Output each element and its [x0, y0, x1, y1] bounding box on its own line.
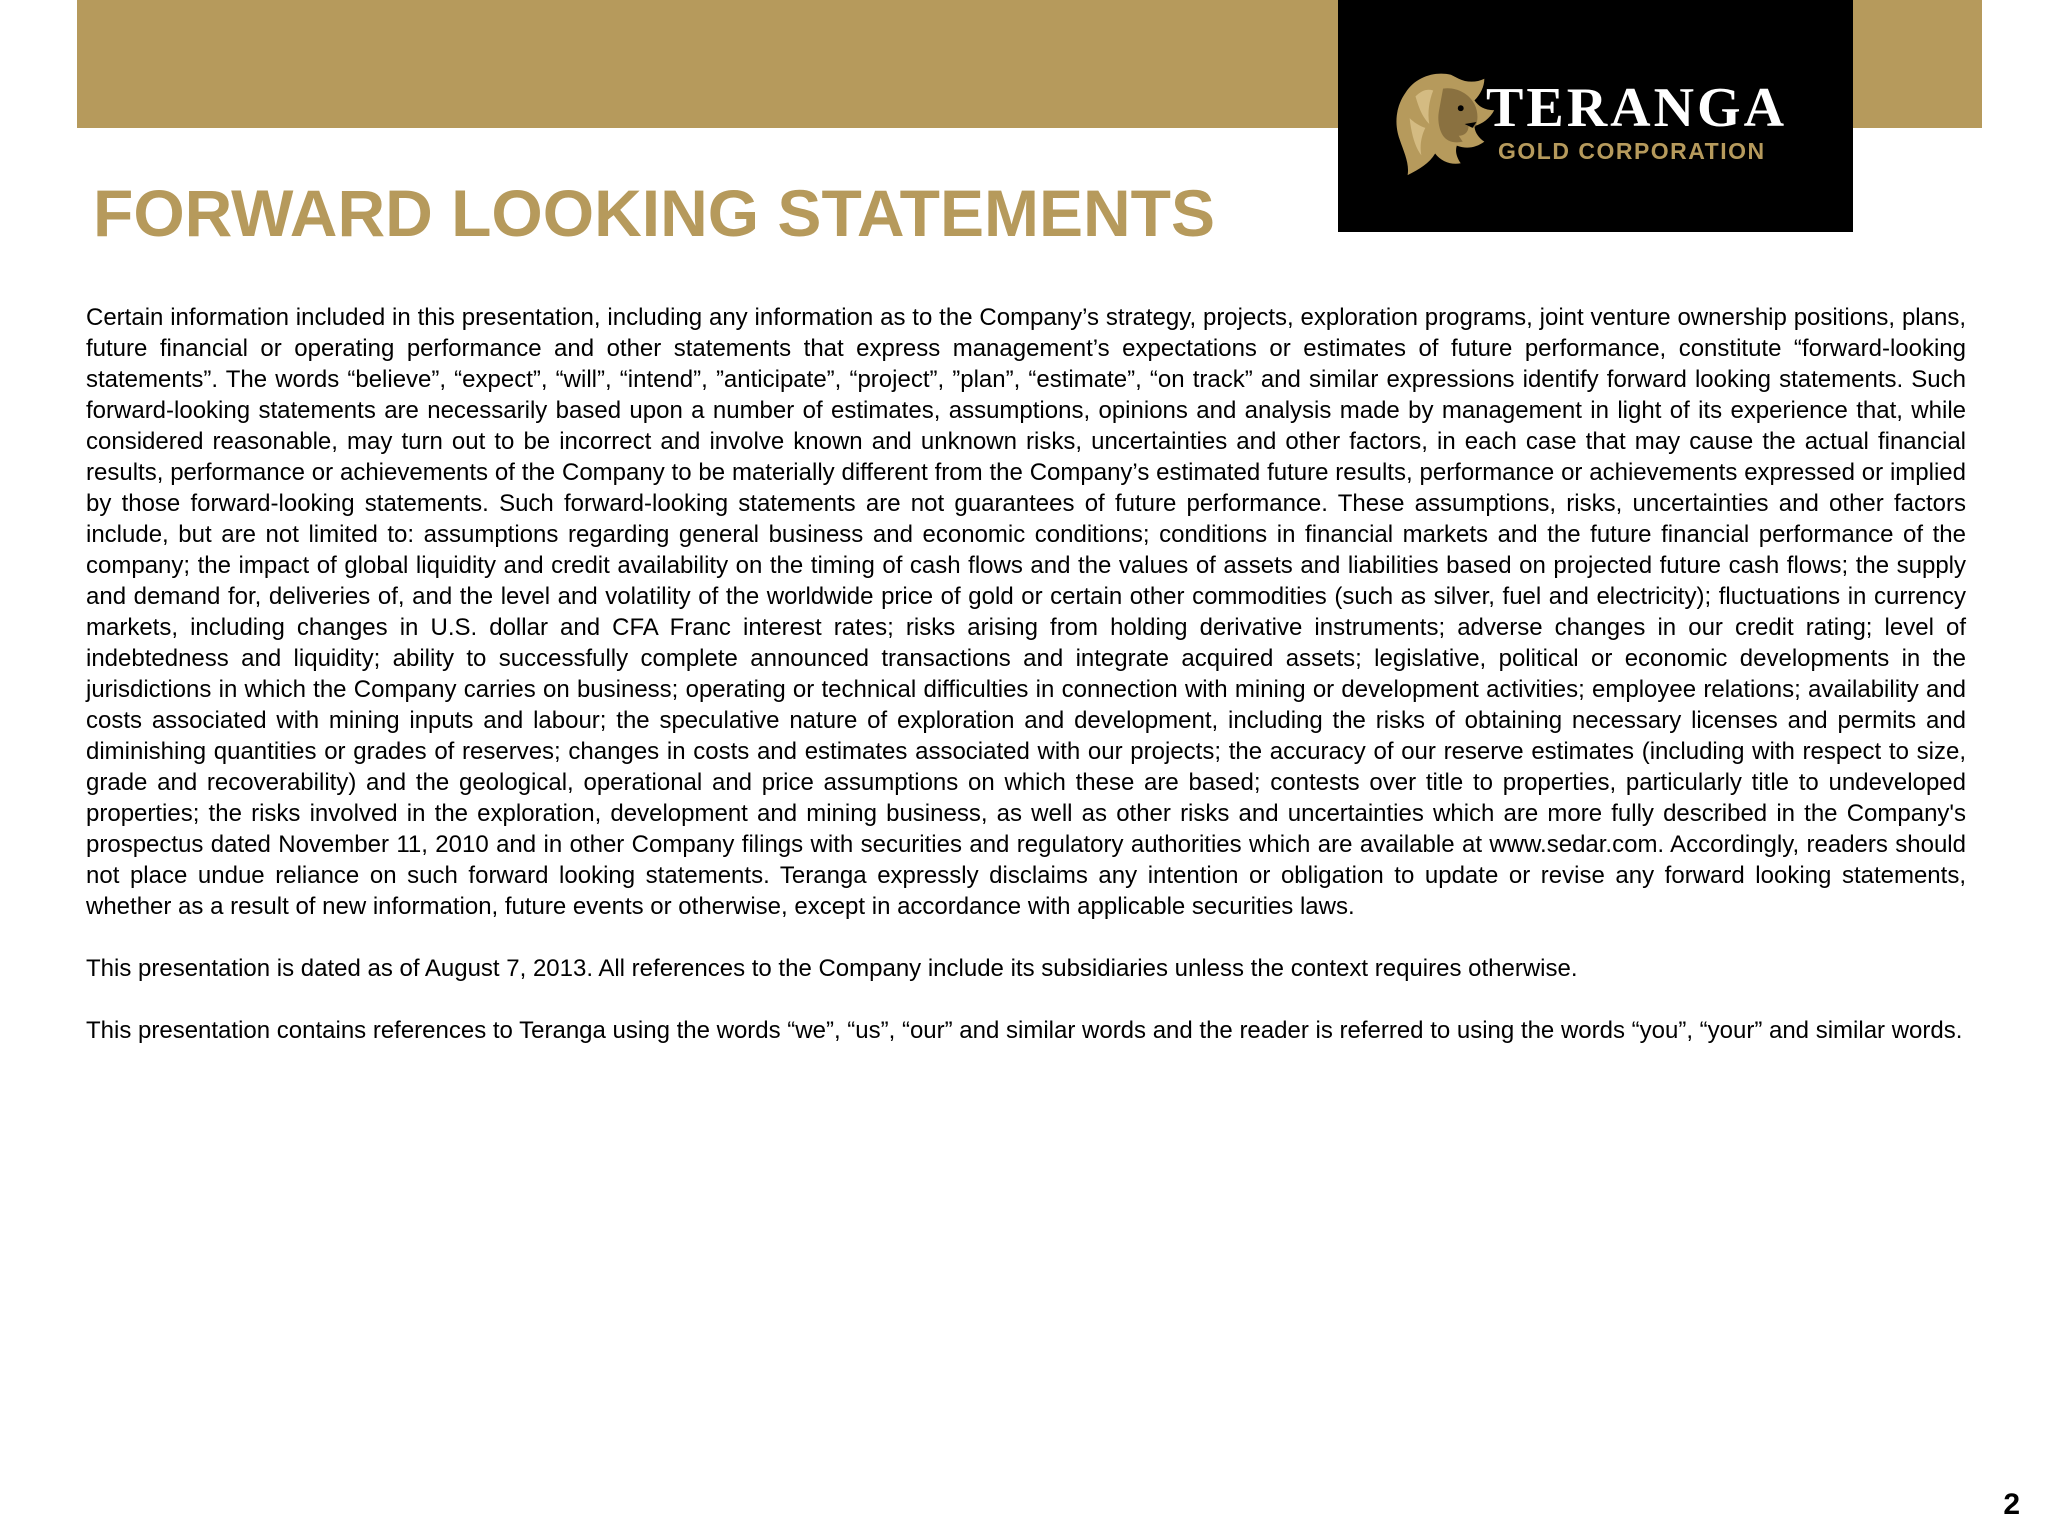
- brand-subtitle: GOLD CORPORATION: [1498, 138, 1766, 164]
- page-title: FORWARD LOOKING STATEMENTS: [93, 176, 1215, 250]
- statement-body: [86, 302, 1966, 1077]
- disclaimer-paragraph: Certain information included in this presentation, including any information as to the Company’s strategy, projects, exploration programs, joint venture ownership positions, plans, future financial or operating performance and other statements that express management’s expectations or estimates of future performance, constitute “forward-looking statements”. The words “believe”, “expect”, “will”, “intend”, ”anticipate”, “project”, ”plan”, “estimate”, “on track” and similar expressions identify forward looking statements. Such forward-looking statements are necessarily based upon a number of estimates, assumptions, opinions and analysis made by management in light of its experience that, while considered reasonable, may turn out to be incorrect and involve known and unknown risks, uncertainties and other factors, in each case that may cause the actual financial results, performance or achievements of the Company to be materially different from the Company’s estimated future results, performance or achievements expressed or implied by those forward-looking statements. Such forward-looking statements are not guarantees of future performance. These assumptions, risks, uncertainties and other factors include, but are not limited to: assumptions regarding general business and economic conditions; conditions in financial markets and the future financial performance of the company; the impact of global liquidity and credit availability on the timing of cash flows and the values of assets and liabilities based on projected future cash flows; the supply and demand for, deliveries of, and the level and volatility of the worldwide price of gold or certain other commodities (such as silver, fuel and electricity); fluctuations in currency markets, including changes in U.S. dollar and CFA Franc interest rates; risks arising from holding derivative instruments; adverse changes in our credit rating; level of indebtedness and liquidity; ability to successfully complete announced transactions and integrate acquired assets; legislative, political or economic developments in the jurisdictions in which the Company carries on business; operating or technical difficulties in connection with mining or development activities; employee relations; availability and costs associated with mining inputs and labour; the speculative nature of exploration and development, including the risks of obtaining necessary licenses and permits and diminishing quantities or grades of reserves; changes in costs and estimates associated with our projects; the accuracy of our reserve estimates (including with respect to size, grade and recoverability) and the geological, operational and price assumptions on which these are based; contests over title to properties, particularly title to undeveloped properties; the risks involved in the exploration, development and mining business, as well as other risks and uncertainties which are more fully described in the Company's prospectus dated November 11, 2010 and in other Company filings with securities and regulatory authorities which are available at www.sedar.com. Accordingly, readers should not place undue reliance on such forward looking statements. Teranga expressly disclaims any intention or obligation to update or revise any forward looking statements, whether as a result of new information, future events or otherwise, except in accordance with applicable securities laws.: [86, 304, 1966, 920]
- page-number: 2: [2003, 1488, 2020, 1521]
- brand-name: TERANGA: [1486, 77, 1788, 139]
- references-paragraph: This presentation contains references to Teranga using the words “we”, “us”, “our” and similar words and the reader is referred to using the words “you”, “your” and similar words.: [86, 1017, 1963, 1044]
- company-logo: [1338, 0, 1853, 232]
- date-paragraph: This presentation is dated as of August 7, 2013. All references to the Company include its subsidiaries unless the context requires otherwise.: [86, 955, 1578, 982]
